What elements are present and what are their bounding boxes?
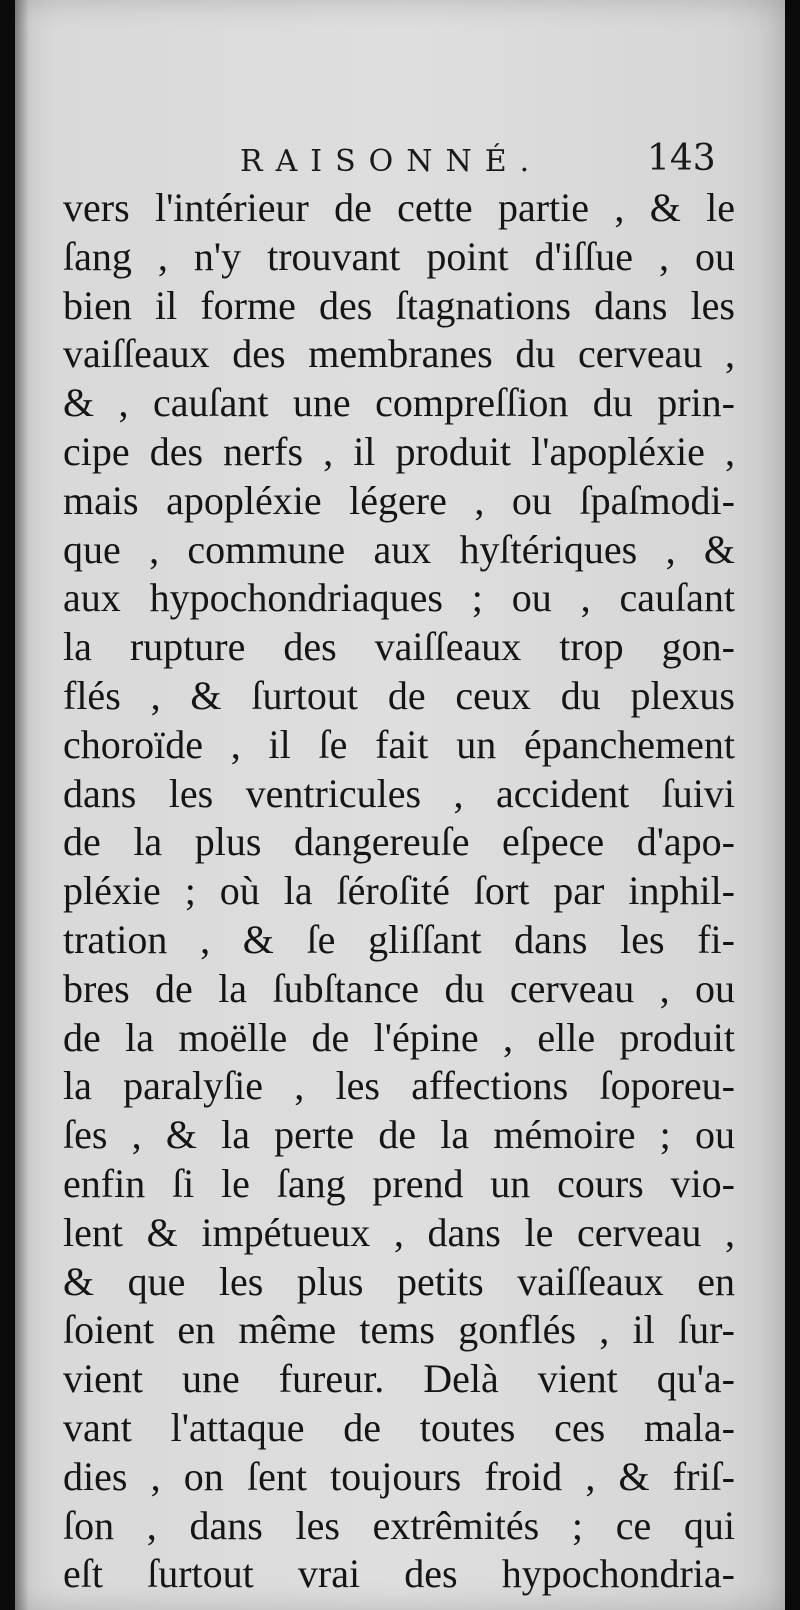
- text-line: ſon , dans les extrêmités ; ce qui: [63, 1502, 735, 1548]
- book-page: [15, 0, 785, 1610]
- text-line: vient une fureur. Delà vient qu'a-: [63, 1356, 735, 1402]
- text-line: vaiſſeaux des membranes du cerveau ,: [63, 331, 735, 377]
- text-line: eſt ſurtout vrai des hypochondria-: [63, 1551, 735, 1597]
- text-line: lent & impétueux , dans le cerveau ,: [63, 1209, 735, 1255]
- text-line: de la moëlle de l'épine , elle produit: [63, 1014, 735, 1060]
- text-line: bien il forme des ſtagnations dans les: [63, 282, 735, 328]
- text-line: ſang , n'y trouvant point d'iſſue , ou: [63, 233, 735, 279]
- page-number: 143: [647, 138, 716, 179]
- text-line: & que les plus petits vaiſſeaux en: [63, 1258, 735, 1304]
- text-line: la paralyſie , les affections ſoporeu-: [63, 1063, 735, 1109]
- text-line: vers l'intérieur de cette partie , & le: [63, 185, 735, 230]
- text-line: que , commune aux hyſtériques , &: [63, 526, 735, 572]
- text-line: vant l'attaque de toutes ces mala-: [63, 1404, 735, 1450]
- text-line: cipe des nerfs , il produit l'apopléxie ,: [63, 428, 735, 474]
- text-line: flés , & ſurtout de ceux du plexus: [63, 672, 735, 718]
- text-line: dans les ventricules , accident ſuivi: [63, 770, 735, 816]
- text-line: mais apopléxie légere , ou ſpaſmodi-: [63, 477, 735, 523]
- text-line: choroïde , il ſe fait un épanchement: [63, 721, 735, 767]
- page-header: [15, 138, 785, 188]
- text-line: & , cauſant une compreſſion du prin-: [63, 380, 735, 426]
- text-line: la rupture des vaiſſeaux trop gon-: [63, 624, 735, 670]
- text-line: tration , & ſe gliſſant dans les fi-: [63, 916, 735, 962]
- body-text: [63, 184, 735, 1599]
- text-line: aux hypochondriaques ; ou , cauſant: [63, 575, 735, 621]
- text-line: ſes , & la perte de la mémoire ; ou: [63, 1112, 735, 1158]
- text-line: enfin ſi le ſang prend un cours vio-: [63, 1160, 735, 1206]
- text-line: pléxie ; où la ſéroſité ſort par inphil-: [63, 868, 735, 914]
- running-head: RAISONNÉ.: [240, 144, 543, 179]
- text-line: dies , on ſent toujours froid , & friſ-: [63, 1453, 735, 1499]
- text-line: ſoient en même tems gonflés , il ſur-: [63, 1307, 735, 1353]
- text-line: bres de la ſubſtance du cerveau , ou: [63, 965, 735, 1011]
- spine-shadow: [15, 0, 29, 1610]
- text-line: de la plus dangereuſe eſpece d'apo-: [63, 819, 735, 865]
